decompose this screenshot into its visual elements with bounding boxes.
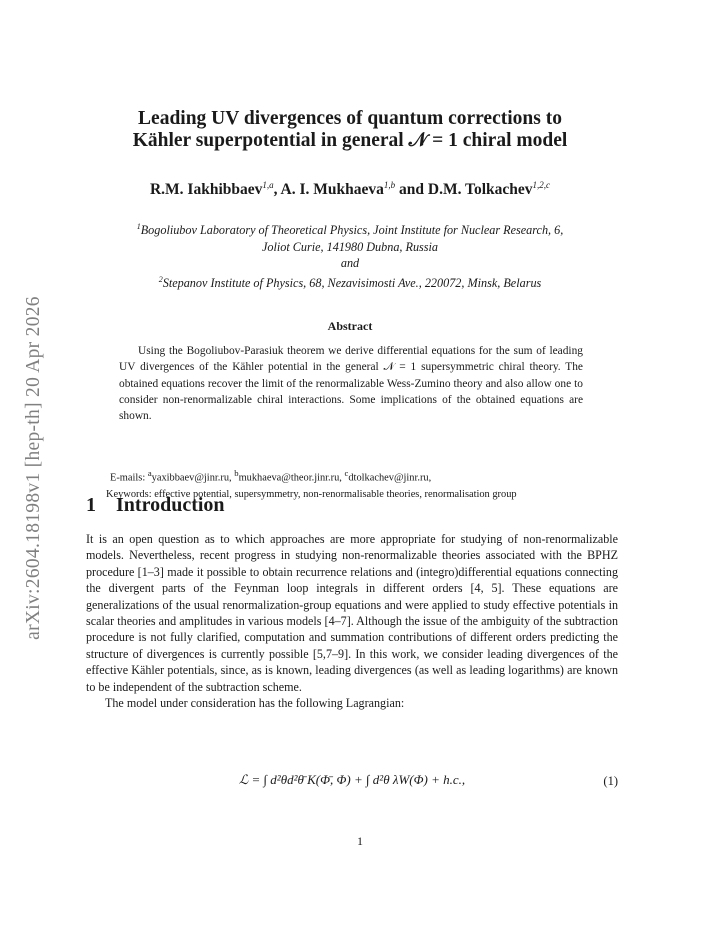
keywords-line: Keywords: effective potential, supersymmetry, non-renormalisable theories, renormalisation group [106,489,517,501]
author-list [70,180,630,199]
section-heading [86,494,225,517]
email-link[interactable]: mukhaeva@theor.jinr.ru, [238,472,345,484]
equation-1 [86,766,618,796]
paragraph: The model under consideration has the following Lagrangian: [105,696,405,711]
author-affiliation-mark: 1,b [383,180,396,190]
author-name: R.M. Iakhibbaev [149,181,263,199]
title-line-1: Leading UV divergences of quantum corrections to [138,108,562,129]
author-name: D.M. Tolkachev [427,181,533,199]
abstract-text: Using the Bogoliubov-Parasiuk theorem we derive differential equations for the sum of leading UV divergences of the Kähler potential in the general 𝒩 = 1 supersymmetric chiral theory. The obtained equations recover the limit of the renormalizable Wess-Zumino theory and also allow one to consider non-renormalizable chiral interactions. Some implications of the obtained equations are shown. [119,345,583,423]
author-affiliation-mark: 1,2,c [532,180,551,190]
section-number: 1 [86,494,96,516]
author-separator: and [395,181,428,199]
arxiv-id-text: arXiv:2604.18198v1 [hep-th] 20 Apr 2026 [23,296,45,640]
paragraph: It is an open question as to which approaches are more appropriate for studying of non-renormalizable models. Nevertheless, recent progress in studying non-renormalizable theories associated with the BPHZ procedure [1–3] made it possible to obtain recurrence relations and (integro)differential equations connecting the divergent parts of the Feynman loop integrals in different orders [4, 5]. These equations are generalizations of the usual renormalization-group equations and were applied to study effective potentials in scalar theories and amplitudes in various models [4–7]. Although the issue of the ambiguity of the subtraction procedure is not fully clarified, computation and summation contributions of different orders predicting the structure of divergences is currently possible [5,7–9]. In this work, we consider leading divergences of the effective Kähler potentials, since, as is known, leading divergences (as well as leading logarithms) are known to be independent of the subtraction scheme. [86,532,618,694]
author-affiliation-mark: 1,a [262,180,274,190]
affiliation-1: $^1$Bogoliubov Laboratory of Theoretical Physics, Joint Institute for Nuclear Research, 6, [136,222,564,238]
email-link[interactable]: dtolkachev@jinr.ru, [348,472,432,484]
equation-number: (1) [603,774,618,788]
email-link[interactable]: yaxibbaev@jinr.ru, [151,472,235,484]
arxiv-identifier [18,258,50,678]
section-title: Introduction [116,494,225,516]
affiliations [86,219,614,291]
author-name: A. I. Mukhaeva [280,181,384,199]
equation-body: ℒ = ∫ d²θd²θ̄ K(Φ̄, Φ) + ∫ d²θ λW(Φ) + h.c., [238,772,466,787]
affiliation-2: $^2$Stepanov Institute of Physics, 68, Nezavisimosti Ave., 220072, Minsk, Belarus [158,274,542,290]
author-separator: , [273,181,281,199]
page-number: 1 [357,834,363,848]
emails-line: E-mails: $^a$yaxibbaev@jinr.ru, $^b$mukhaeva@theor.jinr.ru, $^c$dtolkachev@jinr.ru, [110,468,432,484]
affiliation-1-cont: Joliot Curie, 141980 Dubna, Russia [261,239,439,254]
body-text [86,531,618,711]
abstract-heading: Abstract [327,319,373,333]
title-line-2: Kähler superpotential in general 𝒩 = 1 chiral model [132,130,568,151]
affiliation-and: and [340,256,360,271]
paper-title [70,108,630,152]
